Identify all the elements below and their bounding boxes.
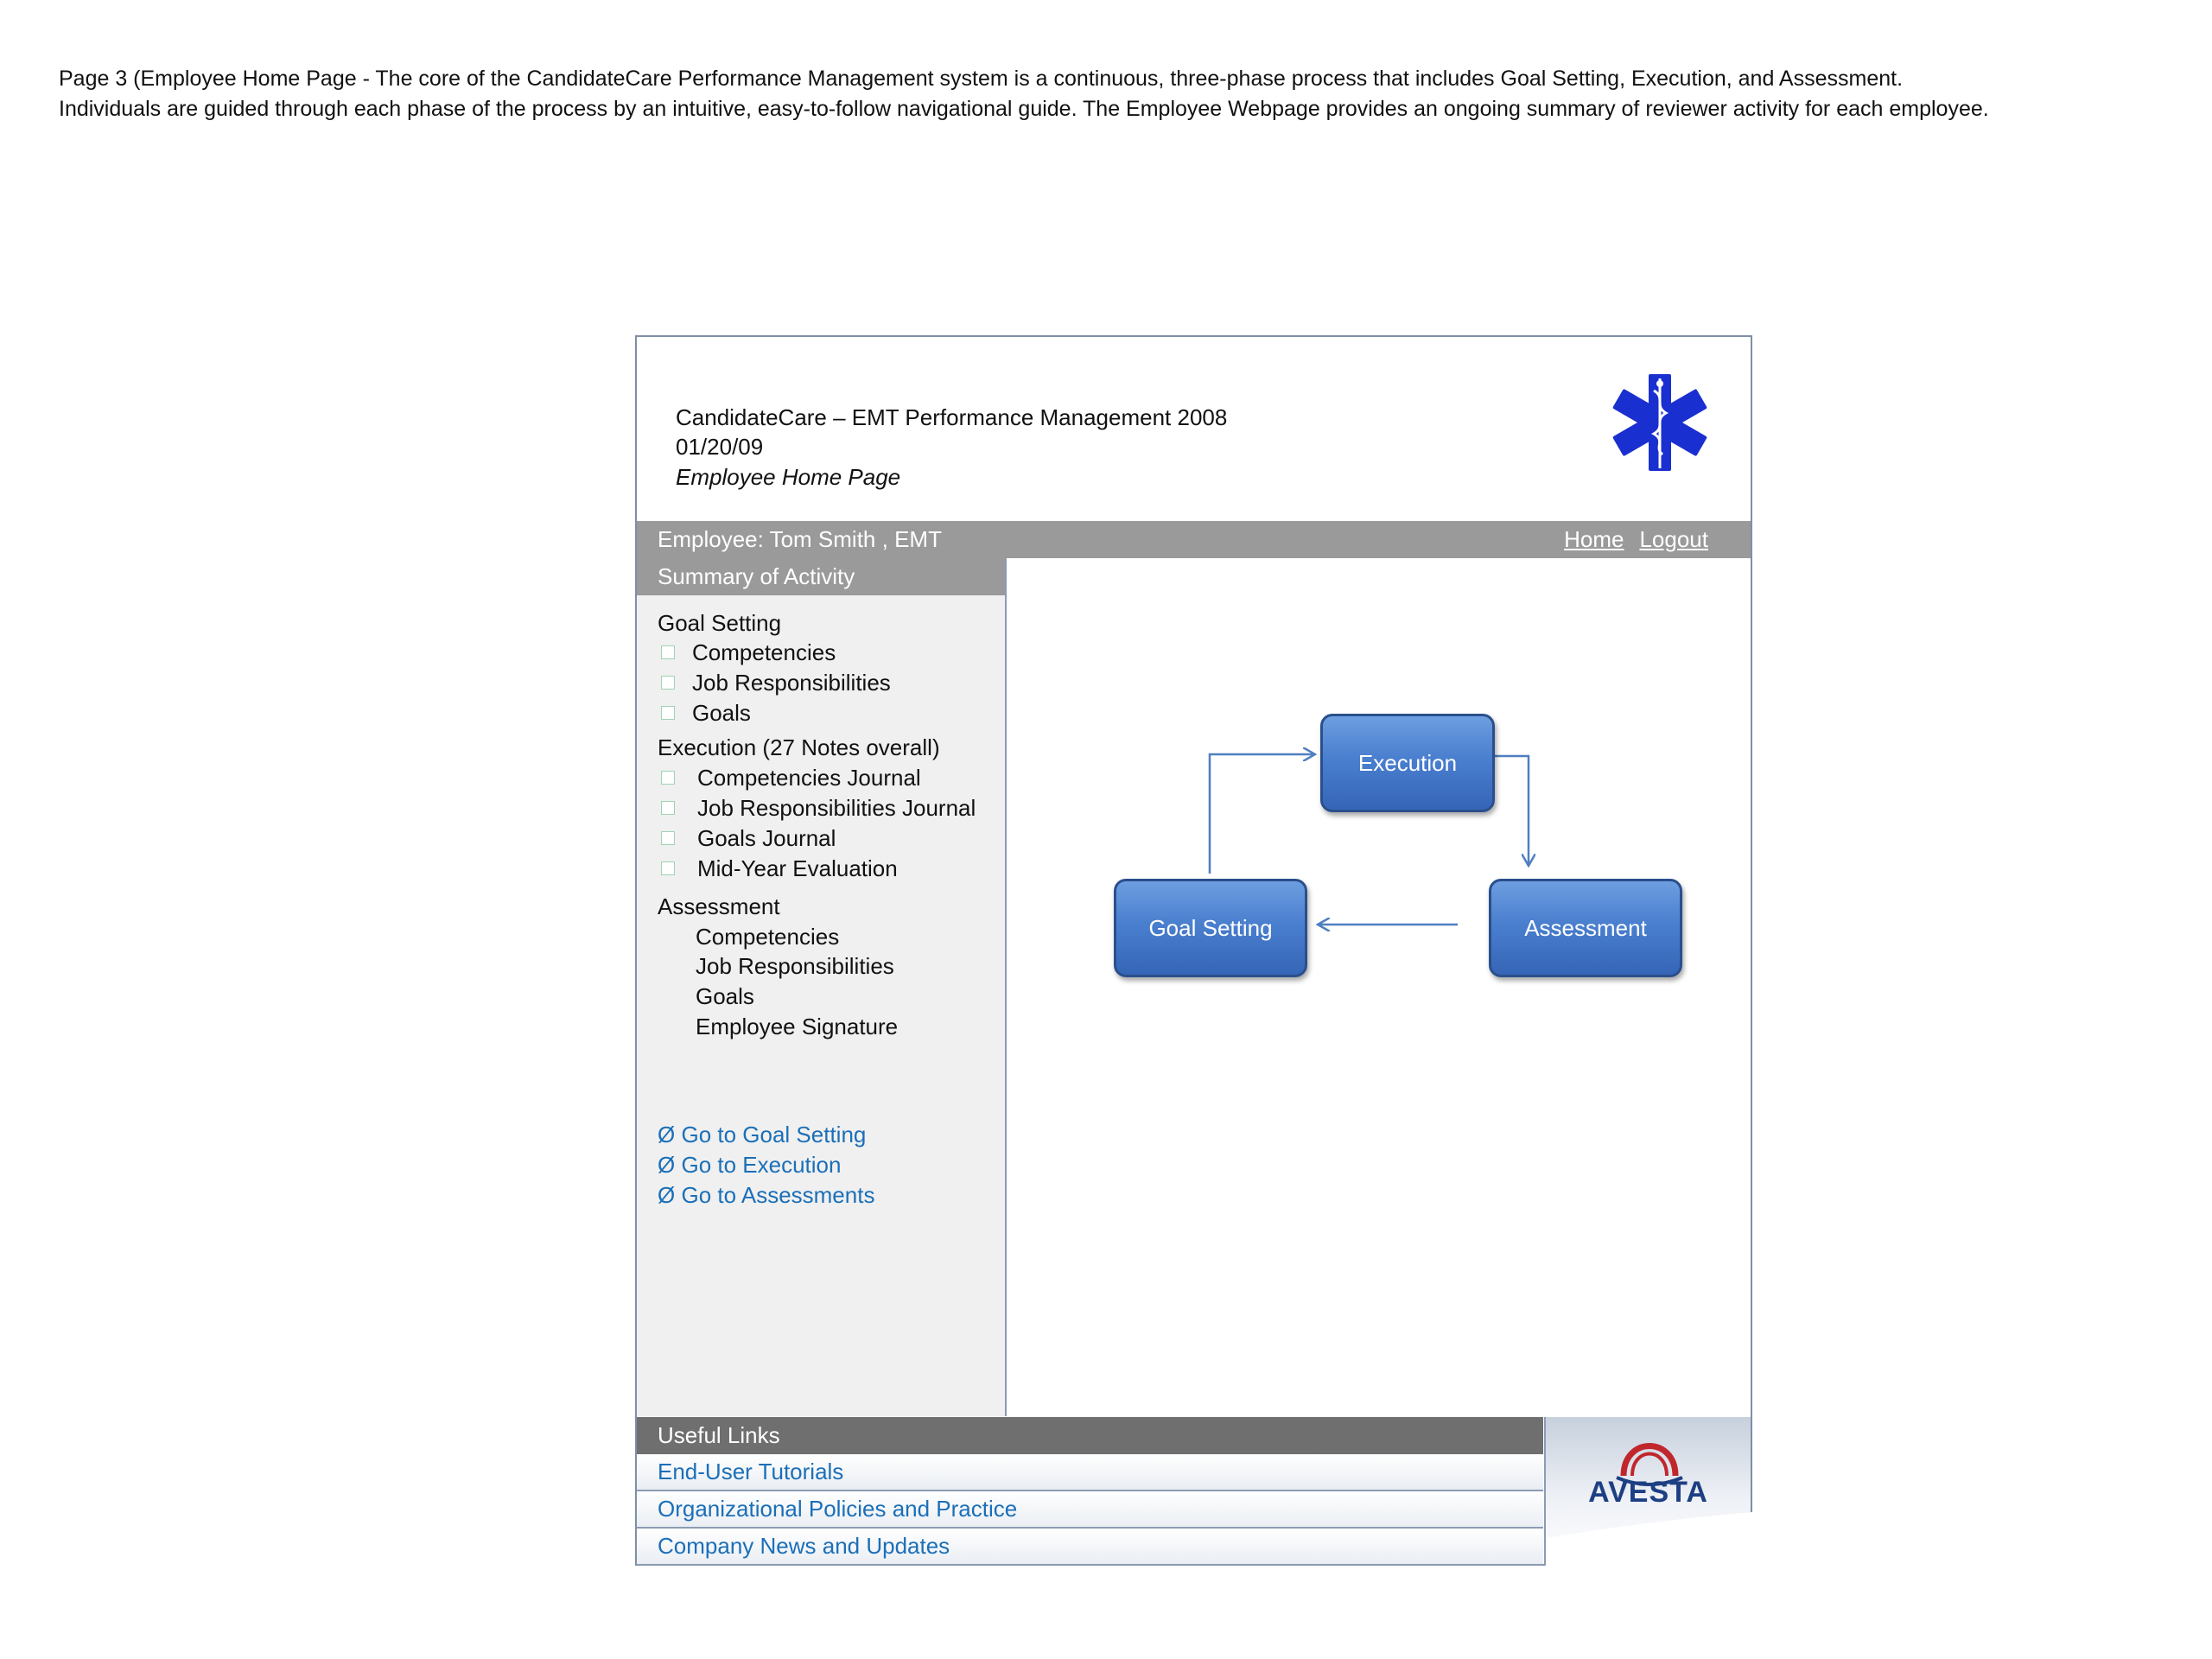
employee-name: Employee: Tom Smith , EMT bbox=[658, 526, 942, 552]
list-item: Goals bbox=[696, 983, 754, 1009]
company-news-link[interactable]: Company News and Updates bbox=[637, 1529, 1543, 1566]
link-label: Go to Execution bbox=[681, 1152, 842, 1178]
useful-links-panel bbox=[637, 1417, 1543, 1566]
sidebar-heading: Summary of Activity bbox=[637, 558, 1005, 595]
caption-line-2: Individuals are guided through each phase of the process by an intuitive, easy-to-follow navigational guide. The Employee Webpage provides an ongoing summary of reviewer activity for each employee. bbox=[59, 97, 1989, 121]
list-item[interactable] bbox=[661, 854, 898, 883]
link-label: Go to Assessments bbox=[681, 1182, 875, 1208]
arrow-icon: Ø bbox=[658, 1122, 676, 1147]
list-item[interactable] bbox=[661, 638, 836, 667]
avesta-logo bbox=[1544, 1417, 1751, 1566]
arrow-goal-to-execution bbox=[1210, 754, 1315, 874]
assessment-node[interactable]: Assessment bbox=[1489, 879, 1682, 977]
star-of-life-icon bbox=[1599, 372, 1721, 474]
app-title: CandidateCare – EMT Performance Management 2008 bbox=[676, 404, 1228, 430]
page-caption bbox=[59, 64, 2184, 124]
item-label: Goals Journal bbox=[697, 825, 836, 851]
item-label: Competencies Journal bbox=[697, 765, 921, 791]
list-item[interactable] bbox=[661, 668, 891, 697]
home-link[interactable]: Home bbox=[1564, 526, 1624, 552]
list-item: Job Responsibilities bbox=[696, 953, 894, 979]
checkbox[interactable] bbox=[661, 771, 675, 785]
process-diagram bbox=[1008, 558, 1749, 1416]
checkbox[interactable] bbox=[661, 706, 675, 720]
employee-bar bbox=[637, 521, 1751, 558]
list-item[interactable] bbox=[661, 698, 751, 728]
go-to-assessments-link[interactable] bbox=[658, 1180, 874, 1210]
checkbox[interactable] bbox=[661, 861, 675, 875]
list-item[interactable] bbox=[661, 823, 836, 853]
caption-line-1: Page 3 (Employee Home Page - The core of the CandidateCare Performance Management system is a continuous, three-phase process that includes Goal Setting, Execution, and Assessment. bbox=[59, 67, 1904, 91]
item-label: Job Responsibilities Journal bbox=[697, 795, 976, 821]
item-label: Job Responsibilities bbox=[692, 670, 891, 696]
policies-link[interactable]: Organizational Policies and Practice bbox=[637, 1491, 1543, 1529]
go-to-goal-setting-link[interactable] bbox=[658, 1120, 866, 1149]
avesta-wordmark: AVESTA bbox=[1588, 1476, 1708, 1509]
checkbox[interactable] bbox=[661, 645, 675, 659]
checkbox[interactable] bbox=[661, 801, 675, 815]
arrow-icon: Ø bbox=[658, 1152, 676, 1178]
section-goal-setting: Goal Setting bbox=[658, 610, 782, 636]
item-label: Mid-Year Evaluation bbox=[697, 855, 898, 881]
section-assessment: Assessment bbox=[658, 893, 780, 919]
section-execution: Execution (27 Notes overall) bbox=[658, 734, 940, 760]
app-frame bbox=[635, 335, 1752, 1566]
list-item[interactable] bbox=[661, 763, 921, 792]
app-date: 01/20/09 bbox=[676, 434, 764, 460]
checkbox[interactable] bbox=[661, 676, 675, 690]
useful-links-heading: Useful Links bbox=[637, 1417, 1543, 1454]
item-label: Competencies bbox=[692, 639, 836, 665]
arrow-icon: Ø bbox=[658, 1182, 676, 1208]
header-links bbox=[1548, 521, 1708, 558]
execution-node[interactable]: Execution bbox=[1320, 714, 1495, 812]
checkbox[interactable] bbox=[661, 831, 675, 845]
link-label: Go to Goal Setting bbox=[681, 1122, 867, 1147]
page-title: Employee Home Page bbox=[676, 464, 901, 490]
activity-sidebar bbox=[637, 558, 1007, 1416]
list-item[interactable] bbox=[661, 793, 976, 823]
go-to-execution-link[interactable] bbox=[658, 1150, 841, 1179]
logout-link[interactable]: Logout bbox=[1639, 526, 1708, 552]
goal-setting-node[interactable]: Goal Setting bbox=[1114, 879, 1307, 977]
process-arrows bbox=[1008, 558, 1749, 1416]
item-label: Goals bbox=[692, 700, 751, 726]
list-item: Competencies bbox=[696, 924, 840, 950]
list-item: Employee Signature bbox=[696, 1014, 899, 1039]
end-user-tutorials-link[interactable]: End-User Tutorials bbox=[637, 1454, 1543, 1491]
